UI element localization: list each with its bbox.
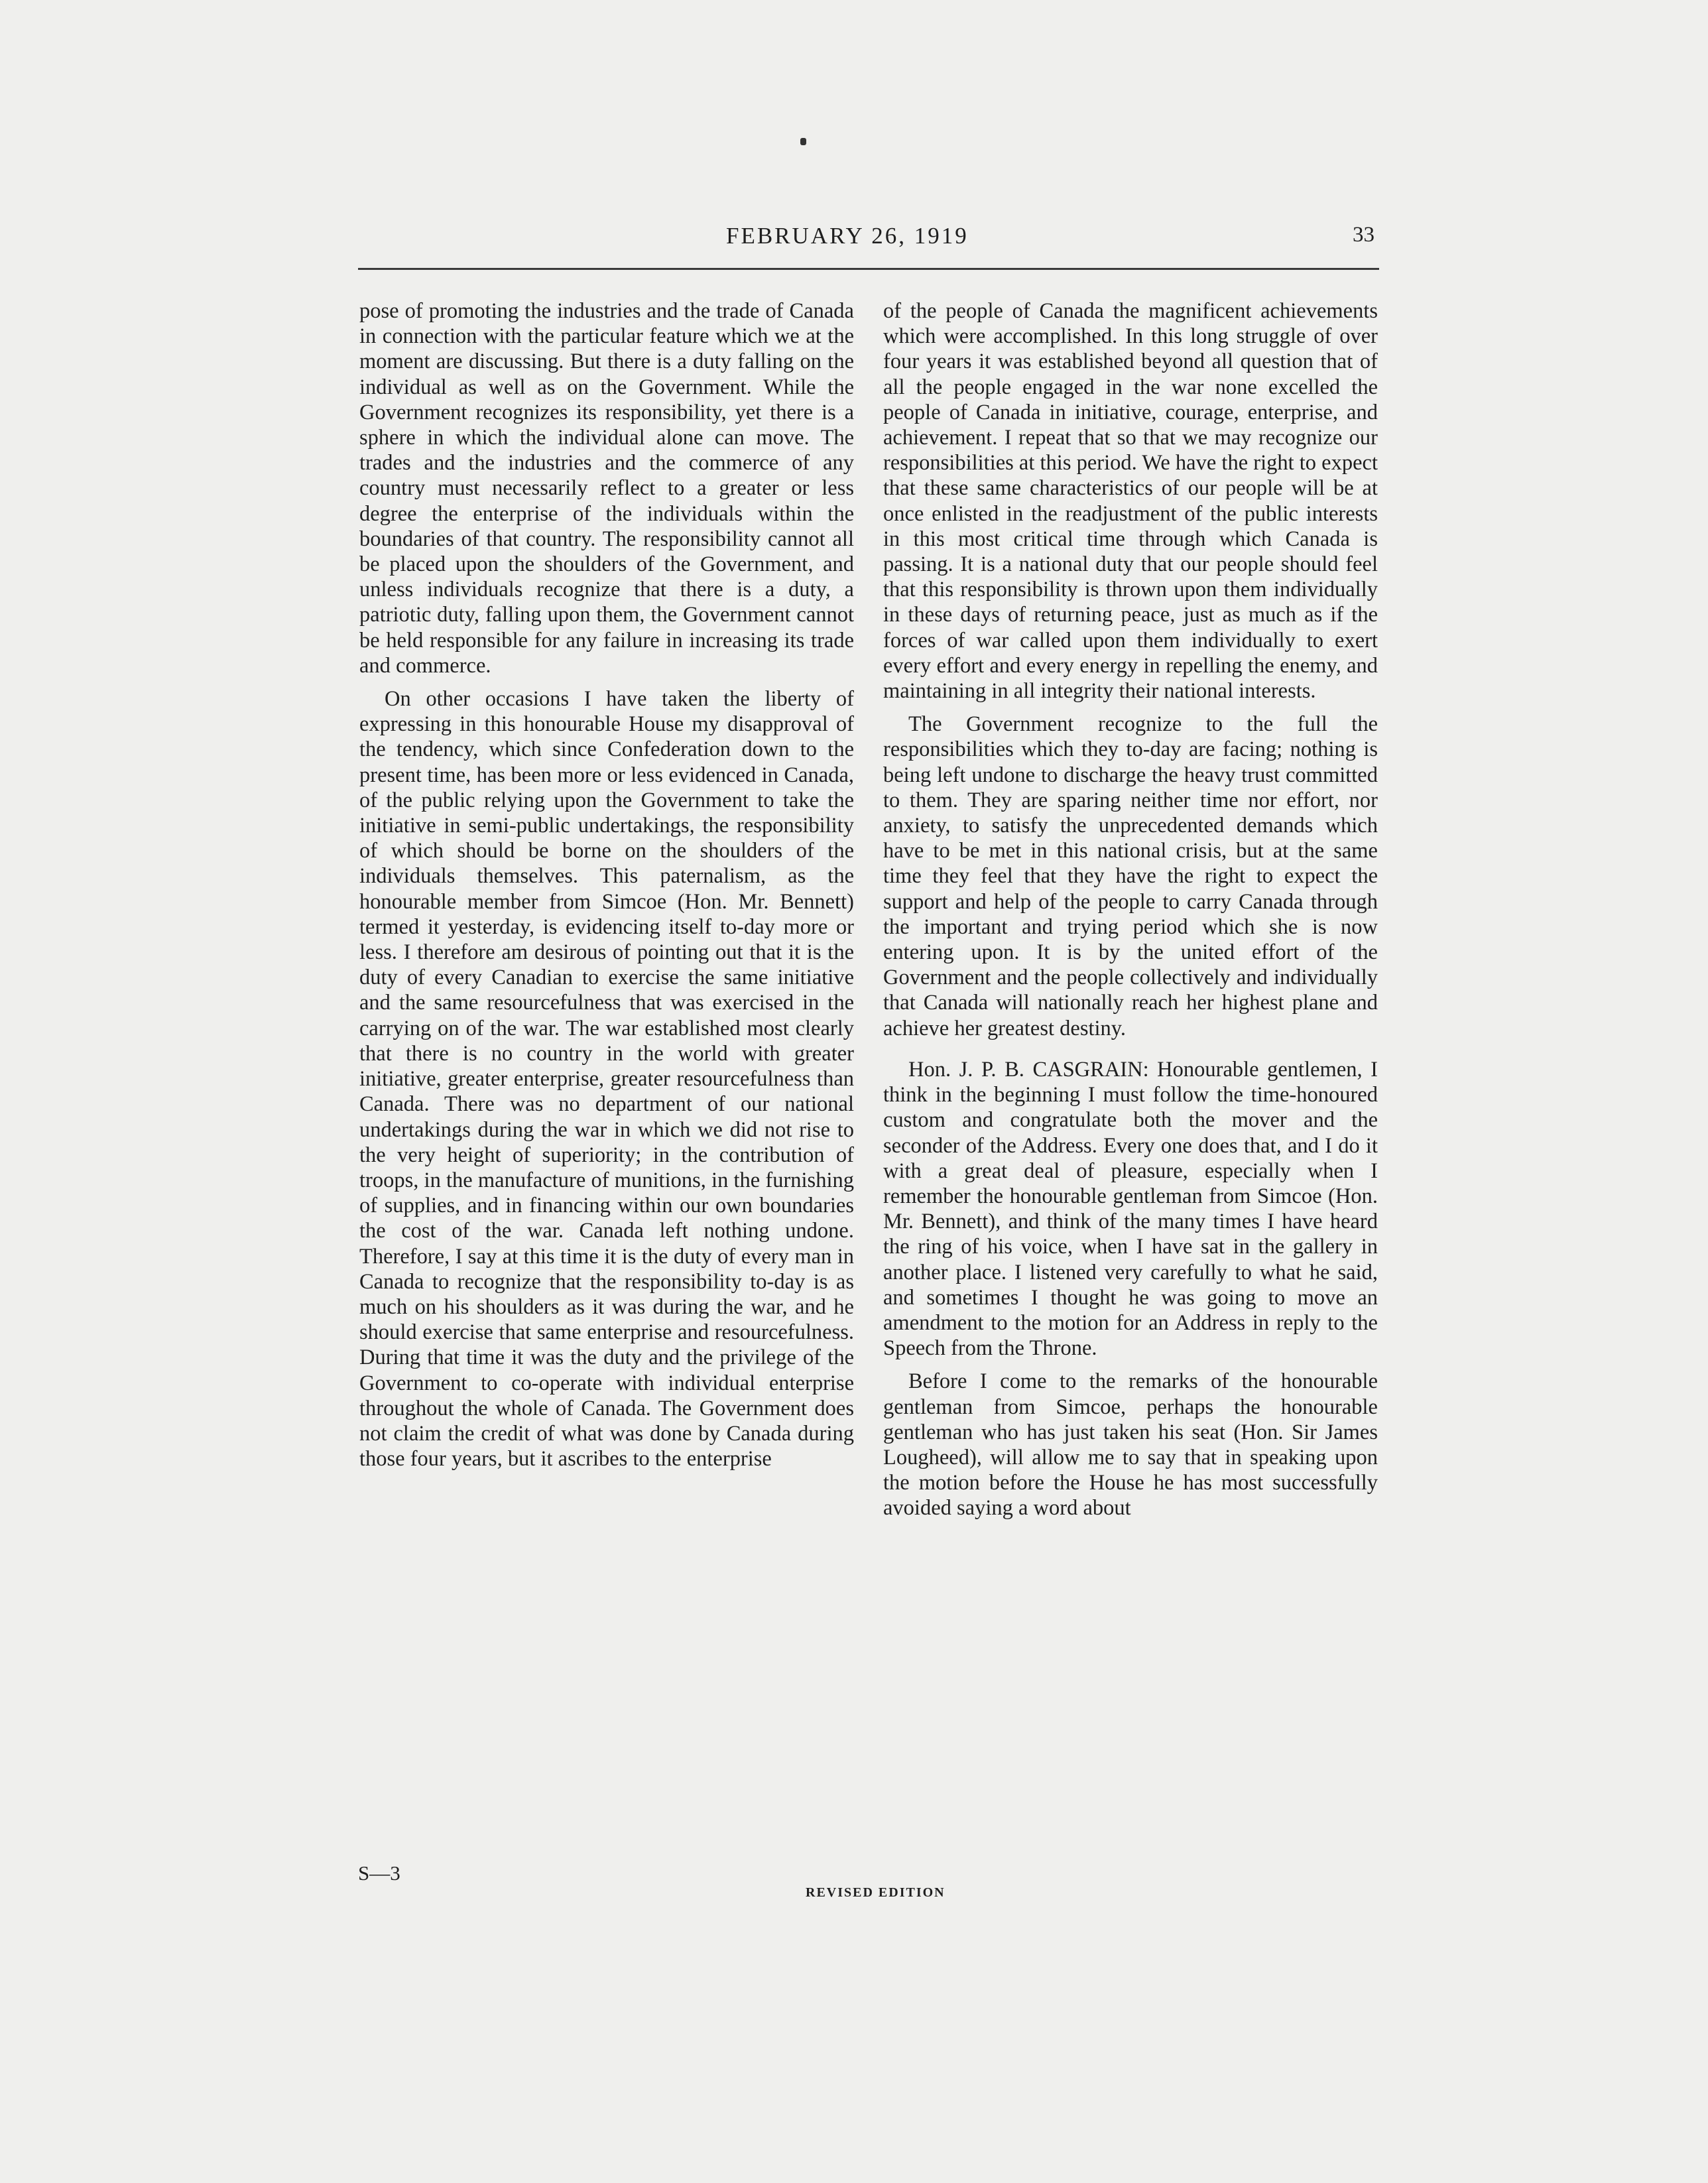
edition-label: REVISED EDITION [806,1885,945,1900]
paragraph: The Government recognize to the full the responsibilities which they to-day are facing; nothing is being left undone to discharge the heavy trust committed to them. They are sparing neither time nor effort, nor anxiety, to satisfy the unprecedented demands which have to be met in this national crisis, but at the same time they feel that they have the right to expect the support and help of the people to carry Canada through the important and trying period which she is now entering upon. It is by the united effort of the Government and the people collectively and individually that Canada will nationally reach her highest plane and achieve her greatest destiny. [883,712,1378,1040]
right-column [883,298,1378,1521]
signature-mark: S—3 [358,1861,400,1885]
paragraph: of the people of Canada the magnificent achievements which were accomplished. In this long struggle of over four years it was established beyond all question that of all the people engaged in the war none excelled the people of Canada in initiative, courage, enterprise, and achievement. I repeat that so that we may recognize our responsibilities at this period. We have the right to expect that these same characteristics of our people will be at once enlisted in the readjustment of the public interests in this most critical time through which Canada is passing. It is a national duty that our people should feel that this responsibility is thrown upon them individually in these days of returning peace, just as much as if the forces of war called upon them individually to exert every effort and every energy in repelling the enemy, and maintaining in all integrity their national interests. [883,299,1378,704]
page-number: 33 [1353,223,1374,247]
page-header-date: FEBRUARY 26, 1919 [726,223,969,249]
header-rule [358,268,1379,270]
left-column [359,298,854,1471]
ink-speck [800,138,806,145]
speech-paragraph: Hon. J. P. B. CASGRAIN: Honourable gentlemen, I think in the beginning I must follow the time-honoured custom and congratulate both the mover and the seconder of the Address. Every one does that, and I do it with a great deal of pleasure, especially when I remember the honourable gentleman from Simcoe (Hon. Mr. Bennett), and think of the many times I have heard the ring of his voice, when I have sat in the gallery in another place. I listened very carefully to what he said, and sometimes I thought he was going to move an amendment to the motion for an Address in reply to the Speech from the Throne. [883,1057,1378,1361]
paragraph: On other occasions I have taken the liberty of expressing in this honourable House my disapproval of the tendency, which since Confederation down to the present time, has been more or less evidenced in Canada, of the public relying upon the Government to take the initiative in semi-public undertakings, the responsibility of which should be borne on the shoulders of the individuals themselves. This paternalism, as the honourable member from Simcoe (Hon. Mr. Bennett) termed it yesterday, is evidencing itself to-day more or less. I therefore am desirous of pointing out that it is the duty of every Canadian to exercise the same initiative and the same resourcefulness that was exercised in the carrying on of the war. The war established most clearly that there is no country in the world with greater initiative, greater enterprise, greater resourcefulness than Canada. There was no department of our national undertakings during the war in which we did not rise to the very height of superiority; in the contribution of troops, in the manufacture of munitions, in the furnishing of supplies, and in financing within our own boundaries the cost of the war. Canada left nothing undone. Therefore, I say at this time it is the duty of every man in Canada to recognize that the responsibility to-day is as much on his shoulders as it was during the war, and he should exercise that same enterprise and resourcefulness. During that time it was the duty and the privilege of the Government to co-operate with individual enterprise throughout the whole of Canada. The Government does not claim the credit of what was done by Canada during those four years, but it ascribes to the enterprise [359,687,854,1471]
paragraph: pose of promoting the industries and the trade of Canada in connection with the particular feature which we at the moment are discussing. But there is a duty falling on the individual as well as on the Government. While the Government recognizes its responsibility, yet there is a sphere in which the individual alone can move. The trades and the industries and the commerce of any country must necessarily reflect to a greater or less degree the enterprise of the individuals within the boundaries of that country. The responsibility cannot all be placed upon the shoulders of the Government, and unless individuals recognize that there is a duty, a patriotic duty, falling upon them, the Government cannot be held responsible for any failure in increasing its trade and commerce. [359,299,854,678]
paragraph: Before I come to the remarks of the honourable gentleman from Simcoe, perhaps the honourable gentleman who has just taken his seat (Hon. Sir James Lougheed), will allow me to say that in speaking upon the motion before the House he has most successfully avoided saying a word about [883,1369,1378,1521]
